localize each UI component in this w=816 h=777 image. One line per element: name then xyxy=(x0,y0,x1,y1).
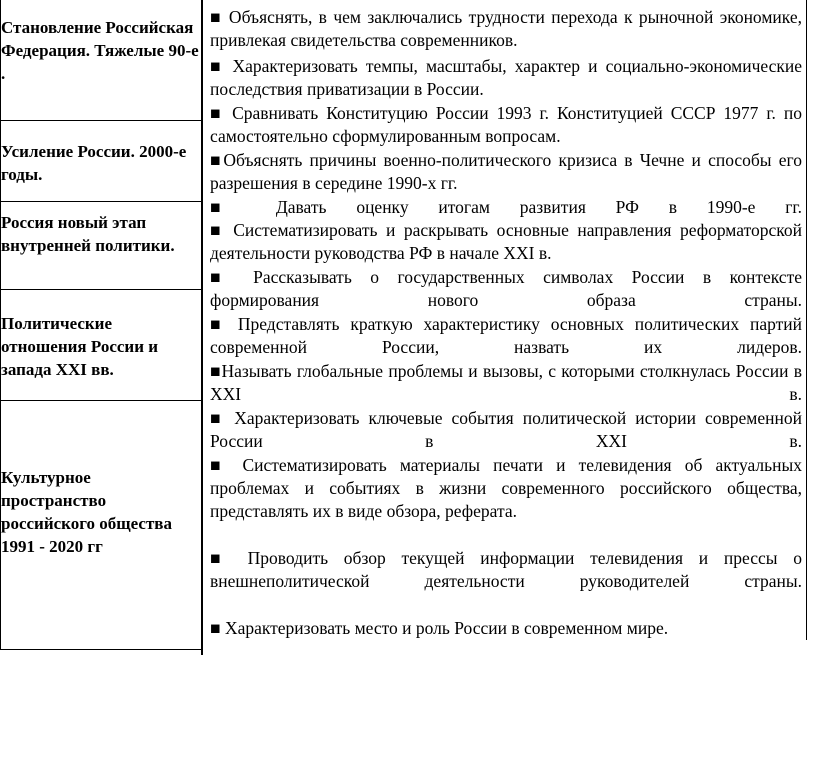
topic-cell: Политические отношения России и запада XXI вв. xyxy=(1,314,159,379)
list-item: ■ Систематизировать материалы печати и телевидения об актуальных проблемах и событиях в жизни современного российского общества, представлять их в виде обзора, реферата. xyxy=(210,455,802,522)
list-item: ■ Характеризовать темпы, масштабы, характер и социально-экономические последствия приватизации в России. xyxy=(210,56,802,100)
list-item: ■ Характеризовать ключевые события политической истории современной России в XXI в. xyxy=(210,408,802,452)
topics-column xyxy=(0,0,202,650)
topic-cell: Культурное пространство российского общества 1991 - 2020 гг xyxy=(1,468,172,556)
list-item: ■Называть глобальные проблемы и вызовы, с которыми столкнулась России в XXI в. xyxy=(210,361,802,405)
right-border xyxy=(806,0,807,640)
list-item: ■ Характеризовать место и роль России в современном мире. xyxy=(210,618,669,638)
list-item: ■ Сравнивать Конституцию России 1993 г. Конституцией СССР 1977 г. по самостоятельно сформулированным вопросам. xyxy=(210,103,802,147)
topic-cell: Россия новый этап внутренней политики. xyxy=(1,213,175,255)
list-item: ■ Давать оценку итогам развития РФ в 1990-е гг. xyxy=(210,197,802,217)
list-item: ■ Систематизировать и раскрывать основные направления реформаторской деятельности руководства РФ в начале XXI в. xyxy=(210,220,802,264)
topic-cell: Усиление России. 2000-е годы. xyxy=(1,142,187,184)
list-item: ■Объяснять причины военно-политического кризиса в Чечне и способы его разрешения в середине 1990-х гг. xyxy=(210,150,802,194)
list-item: ■ Представлять краткую характеристику основных политических партий современной России, назвать их лидеров. xyxy=(210,314,802,358)
list-item: ■ Объяснять, в чем заключались трудности перехода к рыночной экономике, привлекая свидетельства современников. xyxy=(210,7,802,51)
topic-cell: Становление Российская Федерация. Тяжелые 90-е . xyxy=(1,18,199,83)
list-item: ■ Проводить обзор текущей информации телевидения и прессы о внешнеполитической деятельности руководителей страны. xyxy=(210,548,802,592)
list-item: ■ Рассказывать о государственных символах России в контексте формирования нового образа страны. xyxy=(210,267,802,311)
